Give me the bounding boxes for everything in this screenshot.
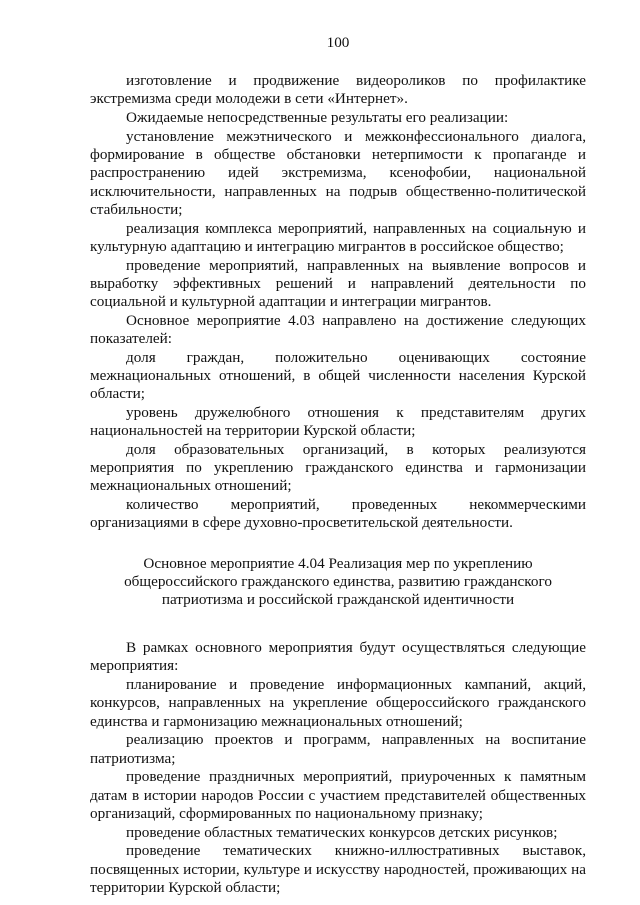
heading-line: общероссийского гражданского единства, развитию гражданского (124, 572, 552, 590)
section-heading (96, 555, 580, 610)
spacer (90, 609, 586, 639)
heading-line: патриотизма и российской гражданской идентичности (161, 591, 515, 609)
page-number: 100 (326, 34, 350, 51)
paragraph: доля образовательных организаций, в которых реализуются мероприятия по укреплению гражданского единства и гармонизации межнациональных отношений; (90, 441, 586, 495)
paragraph: уровень дружелюбного отношения к представителям других национальностей на территории Курской области; (90, 404, 586, 440)
paragraph: проведение областных тематических конкурсов детских рисунков; (126, 823, 558, 841)
paragraph: проведение тематических книжно-иллюстративных выставок, посвященных истории, культуре и искусству народностей, проживающих на территории Курской области; (90, 842, 586, 896)
paragraph: реализацию проектов и программ, направленных на воспитание патриотизма; (90, 731, 586, 767)
paragraph: Основное мероприятие 4.03 направлено на достижение следующих показателей: (90, 311, 586, 348)
paragraph: Ожидаемые непосредственные результаты его реализации: (126, 109, 509, 127)
paragraph: проведение мероприятий, направленных на выявление вопросов и выработку эффективных решений и направлений деятельности по социальной и культурной адаптации и интеграции мигрантов. (90, 256, 586, 311)
paragraph: количество мероприятий, проведенных некоммерческими организациями в сфере духовно-просветительской деятельности. (90, 496, 586, 532)
paragraph: установление межэтнического и межконфессионального диалога, формирование в обществе обстановки нетерпимости к пропаганде и распространению идей экстремизма, ксенофобии, национальной исключительности, направленных на подрыв общественно-политической стабильности; (90, 128, 586, 218)
paragraph: изготовление и продвижение видеороликов по профилактике экстремизма среди молодежи в сети «Интернет». (90, 72, 586, 108)
paragraph: реализация комплекса мероприятий, направленных на социальную и культурную адаптацию и интеграцию мигрантов в российское общество; (90, 219, 586, 255)
paragraph: В рамках основного мероприятия будут осуществляться следующие мероприятия: (90, 639, 586, 675)
paragraph: доля граждан, положительно оценивающих состояние межнациональных отношений, в общей численности населения Курской области; (90, 348, 586, 403)
paragraph: проведение праздничных мероприятий, приуроченных к памятным датам в истории народов России с участием представителей общественных организаций, сформированных по национальному признаку; (90, 768, 586, 822)
paragraph: планирование и проведение информационных кампаний, акций, конкурсов, направленных на укрепление общероссийского гражданского единства и гармонизацию межнациональных отношений; (90, 676, 586, 730)
heading-line: Основное мероприятие 4.04 Реализация мер по укреплению (143, 554, 533, 572)
